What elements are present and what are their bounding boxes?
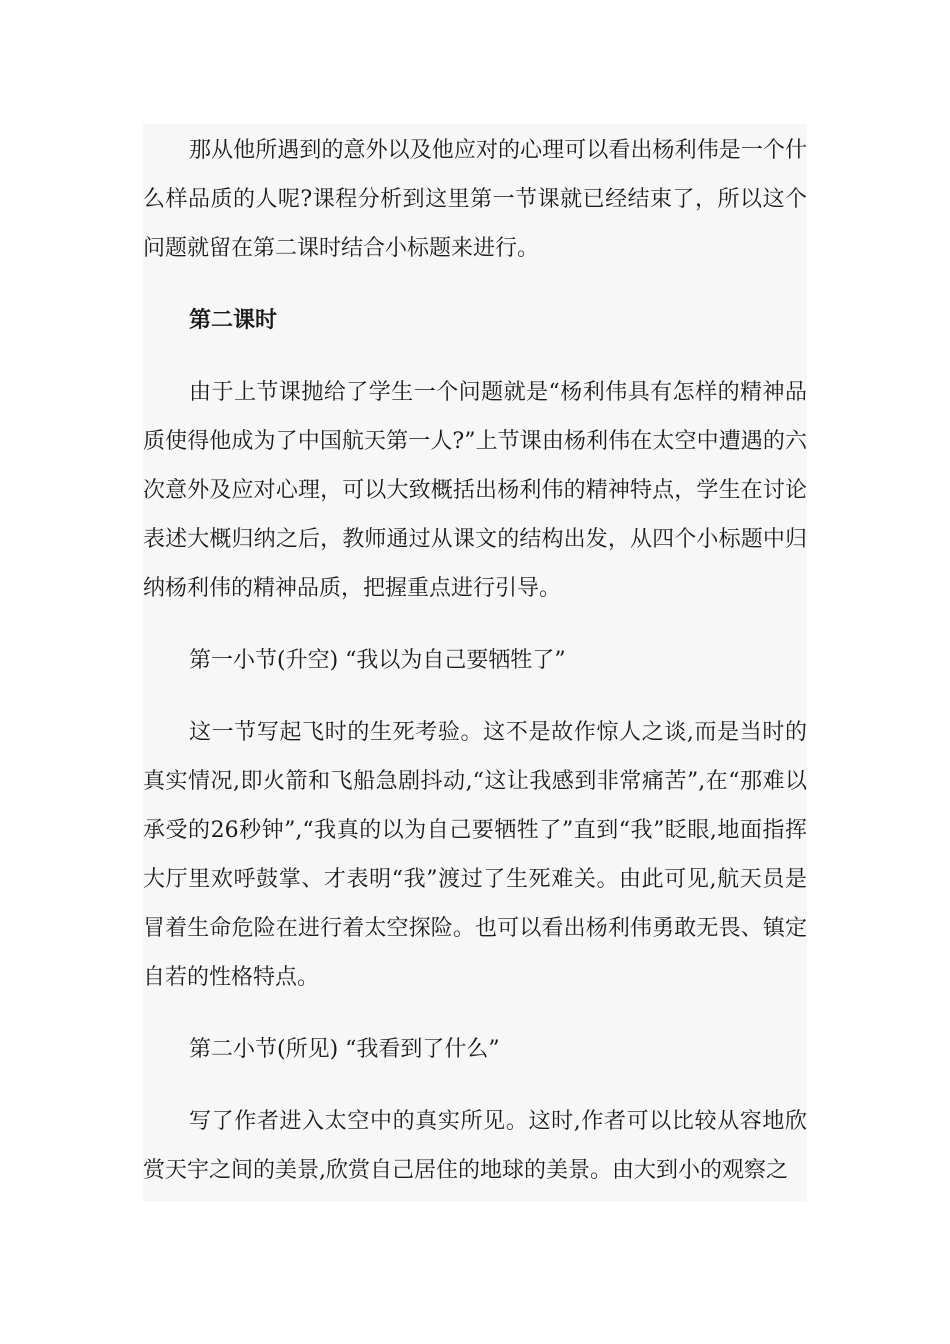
paragraph-subsection-1: 这一节写起飞时的生死考验。这不是故作惊人之谈,而是当时的真实情况,即火箭和飞船急剧抖动,“这让我感到非常痛苦”,在“那难以承受的26秒钟”,“我真的以为自己要牺牲了”直到“我”眨眼,地面指挥大厅里欢呼鼓掌、才表明“我”渡过了生死难关。由此可见,航天员是冒着生命危险在进行着太空探险。也可以看出杨利伟勇敢无畏、镇定自若的性格特点。 <box>143 720 807 990</box>
section-heading-second-lesson: 第二课时 <box>189 307 278 333</box>
paragraph-intro: 那从他所遇到的意外以及他应对的心理可以看出杨利伟是一个什么样品质的人呢?课程分析到这里第一节课就已经结束了，所以这个问题就留在第二课时结合小标题来进行。 <box>143 138 807 261</box>
paragraph-subsection-2: 写了作者进入太空中的真实所见。这时,作者可以比较从容地欣赏天宇之间的美景,欣赏自己居住的地球的美景。由大到小的观察之 <box>143 1109 807 1183</box>
paragraph-second-lesson: 由于上节课抛给了学生一个问题就是“杨利伟具有怎样的精神品质使得他成为了中国航天第一人?”上节课由杨利伟在太空中遭遇的六次意外及应对心理，可以大致概括出杨利伟的精神特点，学生在讨论表述大概归纳之后，教师通过从课文的结构出发，从四个小标题中归纳杨利伟的精神品质，把握重点进行引导。 <box>143 380 807 601</box>
subsection-title-1: 第一小节(升空) “我以为自己要牺牲了” <box>189 648 566 673</box>
document-page <box>143 124 807 1202</box>
subsection-title-2: 第二小节(所见) “我看到了什么” <box>189 1037 500 1062</box>
